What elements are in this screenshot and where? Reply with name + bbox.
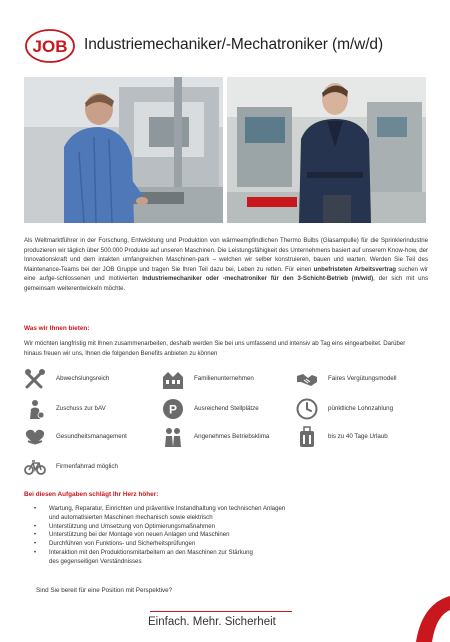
svg-text:JOB: JOB xyxy=(32,37,68,56)
bicycle-icon xyxy=(24,456,46,478)
list-item xyxy=(34,531,424,540)
job-logo xyxy=(24,28,76,64)
photo-mechanic-at-machine xyxy=(24,77,223,223)
photo-strip xyxy=(24,77,426,223)
benefit-label: Gesundheitsmanagement xyxy=(56,433,127,440)
benefit-label: bis zu 40 Tage Urlaub xyxy=(328,433,388,440)
task-text: Unterstützung und Umsetzung von Optimierungsmaßnahmen xyxy=(49,522,215,530)
family-icon xyxy=(162,368,184,390)
task-text: Unterstützung bei der Montage von neuen Anlagen und Maschinen xyxy=(49,531,230,539)
task-text: Interaktion mit den Produktionsmitarbeitern an den Maschinen zur Stärkung xyxy=(49,548,253,556)
parking-icon xyxy=(162,398,184,420)
task-text: und automatisierten Maschinen mechanisch sowie elektrisch xyxy=(49,513,213,521)
offer-heading: Was wir Ihnen bieten: xyxy=(24,325,90,332)
svg-text:P: P xyxy=(168,402,178,417)
task-text: des gegenseitigen Verständnisses xyxy=(49,557,142,565)
bullet: • xyxy=(34,549,37,556)
suitcase-icon xyxy=(296,426,318,448)
intro-text-1: Als Weltmarktführer in der Forschung, Entwicklung und Produktion von wärmeempfindlichen Thermo Bulbs (Glasampulle) für die Sprinklerindustrie produzieren wir täglich über 500.000 Produkte auf unseren Maschinen. Die Leistungsfähigkeit des Unternehmens basiert auf unserem Know-how, der Innovationskraft und dem intakten umfangreichen Maschinen-park – welchen wir selber konstruieren, bauen und warten. Werden Sie Teil des Maintenance-Teams bei der JOB Gruppe und tragen Sie Ihren Teil dazu bei, Leben zu retten. Für einen xyxy=(24,237,428,273)
list-item xyxy=(34,549,424,558)
benefits-grid xyxy=(24,368,428,484)
benefit-label: Angenehmes Betriebsklima xyxy=(194,433,270,440)
list-item xyxy=(34,540,424,549)
bullet: • xyxy=(34,506,37,512)
intro-paragraph xyxy=(24,236,428,294)
bullet: • xyxy=(34,541,37,548)
savings-icon xyxy=(24,398,46,420)
tasks-heading: Bei diesen Aufgaben schlägt Ihr Herz höher: xyxy=(24,491,159,498)
benefit-label: Firmenfahrrad möglich xyxy=(56,463,118,470)
list-item xyxy=(34,558,424,567)
benefit-label: Abwechslungsreich xyxy=(56,375,110,382)
benefit-label: Faires Vergütungsmodell xyxy=(328,375,397,382)
list-item xyxy=(34,514,424,523)
task-text: Wartung, Reparatur, Einrichten und präventive Instandhaltung von technischen Anlagen xyxy=(49,505,286,512)
slogan-divider xyxy=(150,611,292,612)
intro-bold-contract: unbefristeten Arbeitsvertrag xyxy=(313,265,396,273)
intro-text-3: , der sich mit uns gemeinsam weiterentwickeln möchte. xyxy=(24,275,428,292)
health-icon xyxy=(24,426,46,448)
page-title: Industriemechaniker/-Mechatroniker (m/w/d) xyxy=(84,36,384,53)
list-item xyxy=(34,523,424,532)
people-icon xyxy=(162,426,184,448)
header xyxy=(24,28,434,64)
list-item xyxy=(34,505,424,514)
bullet: • xyxy=(34,532,37,539)
benefit-label: Ausreichend Stellplätze xyxy=(194,405,259,412)
closing-question: Sind Sie bereit für eine Position mit Perspektive? xyxy=(36,587,173,594)
benefit-label: Zuschuss zur bAV xyxy=(56,405,106,412)
benefit-label: pünktliche Lohnzahlung xyxy=(328,405,394,412)
benefit-label: Familienunternehmen xyxy=(194,375,254,382)
offer-text: Wir möchten langfristig mit Ihnen zusammenarbeiten, deshalb werden Sie bei uns umfassend und intensiv ab Tag eins eingearbeitet. Darüber hinaus freuen wir uns, Ihnen die folgenden Benefits anbieten zu können xyxy=(24,340,406,357)
photo-technician-portrait xyxy=(227,77,426,223)
handshake-icon xyxy=(296,368,318,390)
corner-arc-decoration xyxy=(410,596,450,642)
intro-bold-position: Industriemechaniker oder -mechatroniker für den 3-Schicht-Betrieb (m/w/d) xyxy=(142,275,374,283)
slogan: Einfach. Mehr. Sicherheit xyxy=(148,616,276,628)
tools-icon xyxy=(24,368,46,390)
intro-text-2: suchen wir eine aufge-schlossenen und motivierten xyxy=(24,265,428,283)
task-text: Durchführen von Funktions- und Sicherheitsprüfungen xyxy=(49,540,196,548)
tasks-list xyxy=(34,505,424,567)
bullet: • xyxy=(34,523,37,530)
clock-icon xyxy=(296,398,318,420)
